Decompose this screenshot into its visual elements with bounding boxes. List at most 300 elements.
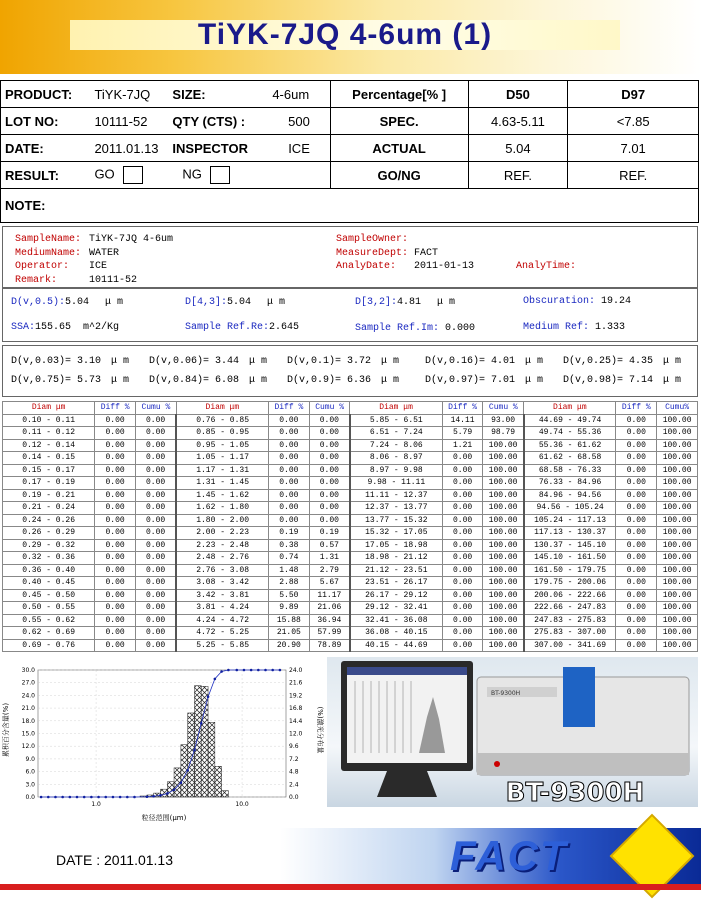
table-cell: 0.00 [135, 602, 176, 615]
cumulative-point [264, 669, 267, 672]
table-cell: 0.00 [309, 439, 350, 452]
table-cell: 0.00 [268, 427, 309, 440]
medium-ref-value: 1.333 [595, 322, 626, 333]
cumulative-point [166, 792, 169, 795]
result-label: RESULT: [1, 162, 91, 189]
stats-panel [2, 288, 698, 342]
ssa-unit: m^2/Kg [83, 322, 120, 333]
sample-name-value: TiYK-7JQ 4-6um [89, 234, 174, 245]
analy-time-label: AnalyTime: [516, 261, 577, 272]
table-cell: 100.00 [657, 639, 698, 652]
product-info-table [0, 80, 699, 223]
table-cell: 222.66 - 247.83 [524, 602, 616, 615]
table-cell: 0.00 [616, 577, 657, 590]
d97-header: D97 [568, 81, 699, 108]
table-cell: 0.00 [135, 627, 176, 640]
table-cell: 161.50 - 179.75 [524, 564, 616, 577]
operator-label: Operator: [15, 261, 70, 272]
lot-label: LOT NO: [1, 108, 91, 135]
table-cell: 5.25 - 5.85 [176, 639, 268, 652]
left-tick-label: 21.0 [21, 705, 35, 713]
table-cell: 100.00 [483, 539, 524, 552]
table-cell: 0.00 [616, 489, 657, 502]
table-cell: 0.00 [95, 564, 136, 577]
medium-ref-label: Medium Ref: [523, 322, 590, 333]
table-header: Diff % [95, 402, 136, 415]
cumulative-point [133, 796, 136, 799]
remark-value: 10111-52 [89, 274, 138, 286]
table-cell: 9.89 [268, 602, 309, 615]
table-cell: 275.83 - 307.00 [524, 627, 616, 640]
table-cell: 0.00 [442, 627, 483, 640]
right-tick-label: 16.8 [289, 705, 303, 713]
table-cell: 0.00 [309, 502, 350, 515]
table-cell: 36.08 - 40.15 [350, 627, 442, 640]
table-cell: 0.00 [95, 502, 136, 515]
table-cell: 0.00 [309, 427, 350, 440]
table-cell: 100.00 [657, 452, 698, 465]
table-header: Diff % [616, 402, 657, 415]
table-cell: 0.29 - 0.32 [3, 539, 95, 552]
table-cell: 0.00 [309, 464, 350, 477]
table-cell: 0.00 [616, 514, 657, 527]
table-cell: 0.32 - 0.36 [3, 552, 95, 565]
histogram-bar [188, 713, 195, 797]
table-cell: 0.00 [135, 464, 176, 477]
table-cell: 0.00 [95, 602, 136, 615]
table-cell: 0.26 - 0.29 [3, 527, 95, 540]
table-cell: 0.36 - 0.40 [3, 564, 95, 577]
table-cell: 84.96 - 94.56 [524, 489, 616, 502]
table-cell: 100.00 [483, 564, 524, 577]
header-banner [0, 0, 701, 74]
left-tick-label: 30.0 [21, 667, 35, 674]
table-cell: 0.00 [442, 552, 483, 565]
table-row [3, 527, 698, 540]
cumulative-point [90, 796, 93, 799]
table-cell: 0.00 [442, 577, 483, 590]
left-axis-label: 累积百分含量(%) [2, 702, 10, 758]
table-cell: 68.58 - 76.33 [524, 464, 616, 477]
percentile-item: D(v,0.25)= 4.35 μ m [563, 356, 682, 367]
cumulative-point [40, 796, 43, 799]
table-cell: 0.00 [442, 502, 483, 515]
table-cell: 100.00 [657, 489, 698, 502]
table-row [3, 564, 698, 577]
table-cell: 17.05 - 18.98 [350, 539, 442, 552]
table-cell: 0.00 [268, 514, 309, 527]
table-cell: 100.00 [483, 502, 524, 515]
table-cell: 0.00 [442, 464, 483, 477]
table-cell: 100.00 [657, 552, 698, 565]
cumulative-point [193, 749, 196, 752]
right-tick-label: 14.4 [289, 717, 303, 725]
table-cell: 11.11 - 12.37 [350, 489, 442, 502]
table-cell: 0.12 - 0.14 [3, 439, 95, 452]
table-cell: 100.00 [657, 527, 698, 540]
footer-date: DATE : 2011.01.13 [56, 852, 173, 868]
table-cell: 0.00 [268, 452, 309, 465]
model-banner: BT-9300H [505, 778, 645, 808]
right-tick-label: 12.0 [289, 730, 303, 738]
analy-date-label: AnalyDate: [336, 261, 397, 272]
obscuration-label: Obscuration: [523, 296, 596, 307]
table-cell: 100.00 [483, 514, 524, 527]
dv05-label: D(v,0.5): [11, 297, 66, 308]
table-cell: 0.00 [442, 539, 483, 552]
table-cell: 0.00 [442, 602, 483, 615]
x-tick-label: 10.0 [235, 801, 249, 808]
left-tick-label: 3.0 [25, 781, 35, 789]
inspector-label: INSPECTOR [168, 135, 268, 162]
cumulative-point [104, 796, 107, 799]
qty-label: QTY (CTS) : [168, 108, 268, 135]
right-tick-label: 4.8 [289, 768, 299, 776]
note-label: NOTE: [1, 189, 699, 223]
table-cell: 100.00 [657, 614, 698, 627]
table-cell: 61.62 - 68.58 [524, 452, 616, 465]
table-cell: 0.00 [442, 527, 483, 540]
table-cell: 0.85 - 0.95 [176, 427, 268, 440]
table-cell: 0.57 [309, 539, 350, 552]
size-label: SIZE: [168, 81, 268, 108]
table-cell: 0.00 [442, 477, 483, 490]
right-tick-label: 9.6 [289, 743, 299, 751]
table-cell: 0.00 [95, 439, 136, 452]
table-cell: 0.00 [616, 564, 657, 577]
table-cell: 0.00 [268, 489, 309, 502]
table-cell: 2.79 [309, 564, 350, 577]
percentile-item: D(v,0.84)= 6.08 μ m [149, 375, 268, 386]
table-cell: 100.00 [657, 627, 698, 640]
table-cell: 0.00 [268, 414, 309, 427]
size-value: 4-6um [268, 81, 330, 108]
table-cell: 2.48 - 2.76 [176, 552, 268, 565]
table-cell: 0.00 [616, 639, 657, 652]
table-cell: 117.13 - 130.37 [524, 527, 616, 540]
table-cell: 93.00 [483, 414, 524, 427]
table-cell: 0.00 [135, 489, 176, 502]
actual-d50: 5.04 [468, 135, 568, 162]
table-cell: 0.00 [616, 539, 657, 552]
table-header: Cumu % [135, 402, 176, 415]
table-cell: 100.00 [657, 464, 698, 477]
table-cell: 3.81 - 4.24 [176, 602, 268, 615]
spec-label: SPEC. [330, 108, 468, 135]
table-cell: 0.19 - 0.21 [3, 489, 95, 502]
cumulative-point [250, 669, 253, 672]
table-cell: 0.00 [135, 614, 176, 627]
table-cell: 0.17 - 0.19 [3, 477, 95, 490]
table-cell: 4.24 - 4.72 [176, 614, 268, 627]
table-cell: 0.00 [135, 539, 176, 552]
table-cell: 0.00 [616, 414, 657, 427]
table-cell: 0.00 [95, 539, 136, 552]
table-cell: 1.31 - 1.45 [176, 477, 268, 490]
table-cell: 0.00 [616, 589, 657, 602]
right-tick-label: 0.0 [289, 794, 299, 801]
table-cell: 0.95 - 1.05 [176, 439, 268, 452]
table-cell: 0.00 [135, 502, 176, 515]
table-cell: 1.45 - 1.62 [176, 489, 268, 502]
dv05-unit: μ m [105, 297, 124, 308]
table-cell: 0.00 [135, 414, 176, 427]
table-header: Cumu% [657, 402, 698, 415]
cumulative-point [69, 796, 72, 799]
cumulative-point [126, 796, 129, 799]
table-cell: 0.00 [95, 414, 136, 427]
table-cell: 0.24 - 0.26 [3, 514, 95, 527]
table-cell: 0.00 [135, 514, 176, 527]
percentile-item: D(v,0.98)= 7.14 μ m [563, 375, 682, 386]
table-cell: 1.62 - 1.80 [176, 502, 268, 515]
go-checkbox[interactable] [123, 166, 143, 184]
table-cell: 5.67 [309, 577, 350, 590]
table-cell: 0.00 [309, 514, 350, 527]
measure-dept-value: FACT [414, 247, 439, 259]
particle-size-table [2, 401, 698, 652]
cumulative-point [227, 669, 230, 672]
table-row [3, 514, 698, 527]
device-label: BT-9300H [491, 690, 521, 697]
table-cell: 0.00 [95, 614, 136, 627]
table-cell: 0.00 [442, 614, 483, 627]
table-cell: 0.00 [95, 552, 136, 565]
table-cell: 12.37 - 13.77 [350, 502, 442, 515]
table-cell: 100.00 [483, 477, 524, 490]
cumulative-point [152, 795, 155, 798]
table-cell: 100.00 [657, 539, 698, 552]
ssa-label: SSA: [11, 322, 36, 333]
ref-d97: REF. [568, 162, 699, 189]
ref-im-label: Sample Ref.Im: [355, 323, 440, 334]
table-cell: 100.00 [657, 414, 698, 427]
fact-logo: FACT [450, 832, 568, 879]
table-cell: 0.00 [135, 477, 176, 490]
table-cell: 100.00 [483, 639, 524, 652]
table-cell: 1.31 [309, 552, 350, 565]
cumulative-point [47, 796, 50, 799]
table-cell: 100.00 [657, 514, 698, 527]
table-cell: 100.00 [657, 577, 698, 590]
table-cell: 0.00 [135, 564, 176, 577]
table-cell: 21.05 [268, 627, 309, 640]
table-cell: 1.17 - 1.31 [176, 464, 268, 477]
x-axis-label: 粒径范围(μm) [141, 814, 187, 822]
d32-label: D[3,2]: [355, 297, 398, 308]
table-cell: 100.00 [483, 577, 524, 590]
table-cell: 179.75 - 200.06 [524, 577, 616, 590]
table-cell: 100.00 [483, 602, 524, 615]
footer [0, 828, 701, 890]
ref-re-label: Sample Ref.Re: [185, 322, 270, 333]
lot-value: 10111-52 [90, 108, 168, 135]
operator-value: ICE [89, 261, 108, 272]
table-row [3, 464, 698, 477]
table-cell: 0.45 - 0.50 [3, 589, 95, 602]
table-cell: 2.76 - 3.08 [176, 564, 268, 577]
table-cell: 0.00 [135, 589, 176, 602]
table-header: Cumu % [483, 402, 524, 415]
table-cell: 0.00 [616, 452, 657, 465]
table-cell: 0.00 [135, 552, 176, 565]
cumulative-point [200, 722, 203, 725]
histogram-bar [194, 686, 201, 797]
table-cell: 1.80 - 2.00 [176, 514, 268, 527]
table-cell: 0.00 [268, 464, 309, 477]
ssa-value: 155.65 [35, 322, 72, 333]
table-cell: 49.74 - 55.36 [524, 427, 616, 440]
table-cell: 57.99 [309, 627, 350, 640]
spec-d50: 4.63-5.11 [468, 108, 568, 135]
table-cell: 200.06 - 222.66 [524, 589, 616, 602]
right-tick-label: 7.2 [289, 755, 299, 763]
table-cell: 7.24 - 8.06 [350, 439, 442, 452]
ng-label: NG [182, 166, 202, 182]
left-tick-label: 12.0 [21, 743, 35, 751]
spec-d97: <7.85 [568, 108, 699, 135]
date-value: 2011.01.13 [90, 135, 168, 162]
table-cell: 0.00 [268, 502, 309, 515]
d43-unit: μ m [267, 297, 286, 308]
table-cell: 100.00 [657, 477, 698, 490]
table-cell: 0.00 [616, 552, 657, 565]
table-cell: 0.55 - 0.62 [3, 614, 95, 627]
table-cell: 0.00 [135, 439, 176, 452]
table-cell: 0.00 [309, 414, 350, 427]
table-cell: 1.21 [442, 439, 483, 452]
table-cell: 76.33 - 84.96 [524, 477, 616, 490]
histogram-bar [208, 722, 215, 797]
table-cell: 13.77 - 15.32 [350, 514, 442, 527]
table-cell: 2.00 - 2.23 [176, 527, 268, 540]
table-cell: 0.00 [616, 439, 657, 452]
table-cell: 0.00 [135, 427, 176, 440]
cumulative-point [214, 678, 217, 681]
table-cell: 0.00 [442, 639, 483, 652]
table-cell: 0.00 [95, 639, 136, 652]
go-label: GO [94, 166, 115, 182]
table-header: Diam μm [176, 402, 268, 415]
cumulative-point [146, 795, 149, 798]
table-cell: 5.50 [268, 589, 309, 602]
d32-value: 4.81 [397, 297, 422, 308]
product-label: PRODUCT: [1, 81, 91, 108]
table-cell: 0.00 [442, 514, 483, 527]
table-cell: 5.85 - 6.51 [350, 414, 442, 427]
table-cell: 100.00 [483, 527, 524, 540]
table-cell: 100.00 [483, 452, 524, 465]
table-cell: 21.06 [309, 602, 350, 615]
table-cell: 0.00 [135, 527, 176, 540]
cumulative-point [271, 669, 274, 672]
distribution-chart [2, 660, 322, 825]
table-cell: 36.94 [309, 614, 350, 627]
table-cell: 94.56 - 105.24 [524, 502, 616, 515]
table-cell: 100.00 [483, 552, 524, 565]
right-tick-label: 19.2 [289, 692, 303, 700]
table-cell: 0.00 [95, 464, 136, 477]
histogram-bar [222, 791, 229, 797]
ref-d50: REF. [468, 162, 568, 189]
table-cell: 0.00 [135, 639, 176, 652]
table-cell: 0.00 [616, 464, 657, 477]
table-cell: 6.51 - 7.24 [350, 427, 442, 440]
table-cell: 100.00 [657, 502, 698, 515]
table-cell: 78.89 [309, 639, 350, 652]
table-cell: 0.15 - 0.17 [3, 464, 95, 477]
percentile-panel [2, 345, 698, 397]
instrument-illustration [327, 657, 698, 807]
table-cell: 0.11 - 0.12 [3, 427, 95, 440]
percentile-item: D(v,0.06)= 3.44 μ m [149, 356, 268, 367]
table-cell: 1.48 [268, 564, 309, 577]
table-row [3, 577, 698, 590]
table-cell: 100.00 [657, 589, 698, 602]
table-row [3, 502, 698, 515]
table-cell: 9.98 - 11.11 [350, 477, 442, 490]
table-cell: 105.24 - 117.13 [524, 514, 616, 527]
percentile-item: D(v,0.03)= 3.10 μ m [11, 356, 130, 367]
table-cell: 0.19 [268, 527, 309, 540]
table-row [3, 452, 698, 465]
table-cell: 15.32 - 17.05 [350, 527, 442, 540]
cumulative-point [257, 669, 260, 672]
inspector-value: ICE [268, 135, 330, 162]
left-tick-label: 18.0 [21, 717, 35, 725]
histogram-bar [215, 766, 222, 797]
table-cell: 100.00 [483, 614, 524, 627]
table-header: Diam μm [3, 402, 95, 415]
cumulative-point [54, 796, 57, 799]
d32-unit: μ m [437, 297, 456, 308]
analy-date-value: 2011-01-13 [414, 261, 475, 272]
ref-re-value: 2.645 [269, 322, 300, 333]
percentile-item: D(v,0.9)= 6.36 μ m [287, 375, 400, 386]
table-cell: 0.00 [616, 427, 657, 440]
actual-label: ACTUAL [330, 135, 468, 162]
table-cell: 0.00 [95, 514, 136, 527]
table-row [3, 439, 698, 452]
remark-label: Remark: [15, 274, 58, 286]
cumulative-point [207, 696, 210, 699]
left-tick-label: 24.0 [21, 692, 35, 700]
table-cell: 100.00 [483, 464, 524, 477]
ng-checkbox[interactable] [210, 166, 230, 184]
table-row [3, 539, 698, 552]
table-row [3, 414, 698, 427]
table-cell: 0.10 - 0.11 [3, 414, 95, 427]
table-cell: 18.98 - 21.12 [350, 552, 442, 565]
table-row [3, 427, 698, 440]
cumulative-point [61, 796, 64, 799]
table-cell: 5.79 [442, 427, 483, 440]
table-cell: 0.00 [135, 577, 176, 590]
table-cell: 29.12 - 32.41 [350, 602, 442, 615]
table-cell: 0.14 - 0.15 [3, 452, 95, 465]
table-cell: 247.83 - 275.83 [524, 614, 616, 627]
obscuration-value: 19.24 [601, 296, 632, 307]
distribution-chart-svg [2, 660, 322, 825]
cumulative-point [220, 670, 223, 673]
table-header: Cumu % [309, 402, 350, 415]
table-cell: 0.00 [616, 602, 657, 615]
table-cell: 0.21 - 0.24 [3, 502, 95, 515]
table-cell: 40.15 - 44.69 [350, 639, 442, 652]
table-cell: 100.00 [483, 627, 524, 640]
table-cell: 0.00 [95, 577, 136, 590]
table-cell: 100.00 [657, 602, 698, 615]
